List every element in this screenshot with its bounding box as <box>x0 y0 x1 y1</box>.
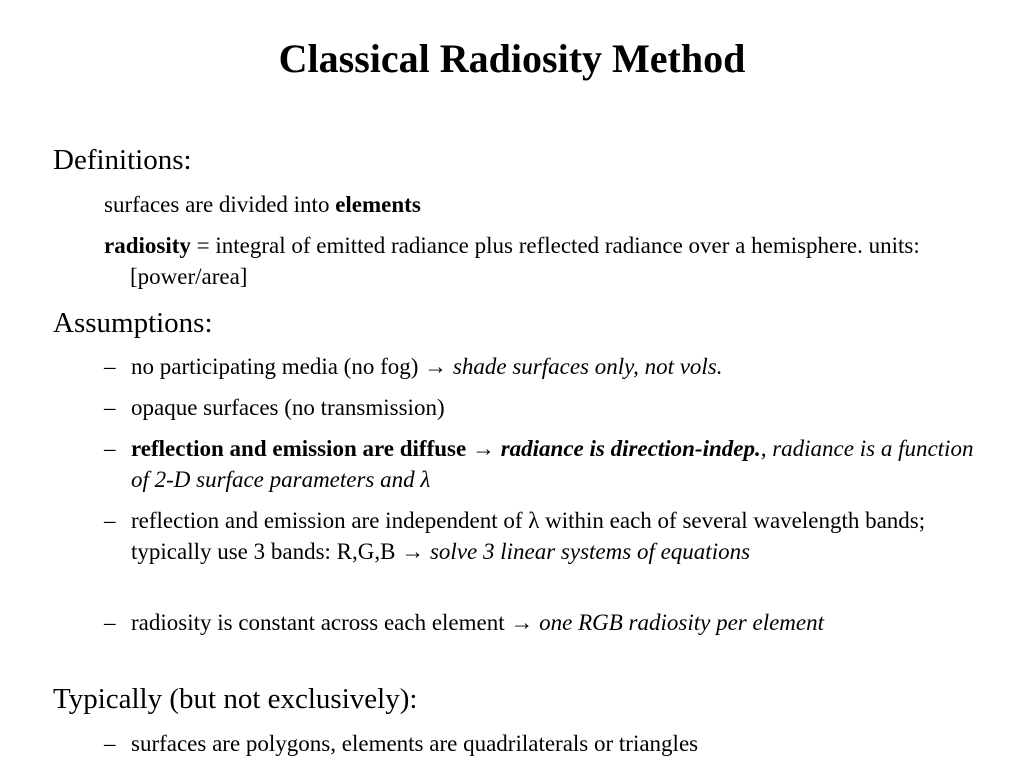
assumption-text: reflection and emission are independent of λ within each of several wavelength bands; typically use 3 bands: R,G,B <box>131 508 926 564</box>
bullet-dash: – <box>104 731 116 756</box>
arrow-right-icon: → <box>401 539 425 564</box>
slide-title: Classical Radiosity Method <box>278 36 746 81</box>
assumption-item <box>131 433 991 495</box>
assumption-text: radiosity is constant across each element <box>131 610 505 635</box>
assumption-consequence: one RGB radiosity per element <box>539 610 825 635</box>
bullet-dash: – <box>104 436 116 461</box>
assumption-item <box>131 392 991 423</box>
assumptions-heading: Assumptions: <box>53 307 213 339</box>
arrow-right-icon: → <box>510 610 534 635</box>
definition-elements <box>104 189 1010 220</box>
assumption-consequence: solve 3 linear systems of equations <box>429 539 751 564</box>
assumption-text: reflection and emission are diffuse <box>131 436 467 461</box>
definition-radiosity-text: = integral of emitted radiance plus reflected radiance over a hemisphere. units: [power/area] <box>130 233 920 289</box>
definitions-heading: Definitions: <box>53 144 192 176</box>
definition-radiosity-term: radiosity <box>104 233 191 258</box>
definition-elements-term: elements <box>335 192 421 217</box>
assumption-comma: , <box>760 436 767 461</box>
typically-text: surfaces are polygons, elements are quadrilaterals or triangles <box>131 731 699 756</box>
definition-radiosity <box>104 230 1010 292</box>
assumption-item <box>131 351 991 382</box>
bullet-dash: – <box>104 508 116 533</box>
assumption-consequence: radiance is direction-indep. <box>500 436 761 461</box>
assumption-text: opaque surfaces (no transmission) <box>131 395 445 420</box>
bullet-dash: – <box>104 354 116 379</box>
typically-item <box>131 728 991 759</box>
assumption-text: no participating media (no fog) <box>131 354 419 379</box>
typically-heading: Typically (but not exclusively): <box>53 683 418 715</box>
bullet-dash: – <box>104 395 116 420</box>
assumption-consequence-detail: radiance is a function of 2-D surface parameters and λ <box>131 436 974 492</box>
assumption-consequence: shade surfaces only, not vols. <box>452 354 723 379</box>
assumption-item <box>131 607 991 638</box>
arrow-right-icon: → <box>424 354 448 379</box>
definition-elements-text: surfaces are divided into <box>104 192 330 217</box>
bullet-dash: – <box>104 610 116 635</box>
arrow-right-icon: → <box>471 436 495 461</box>
assumption-item <box>131 505 991 567</box>
